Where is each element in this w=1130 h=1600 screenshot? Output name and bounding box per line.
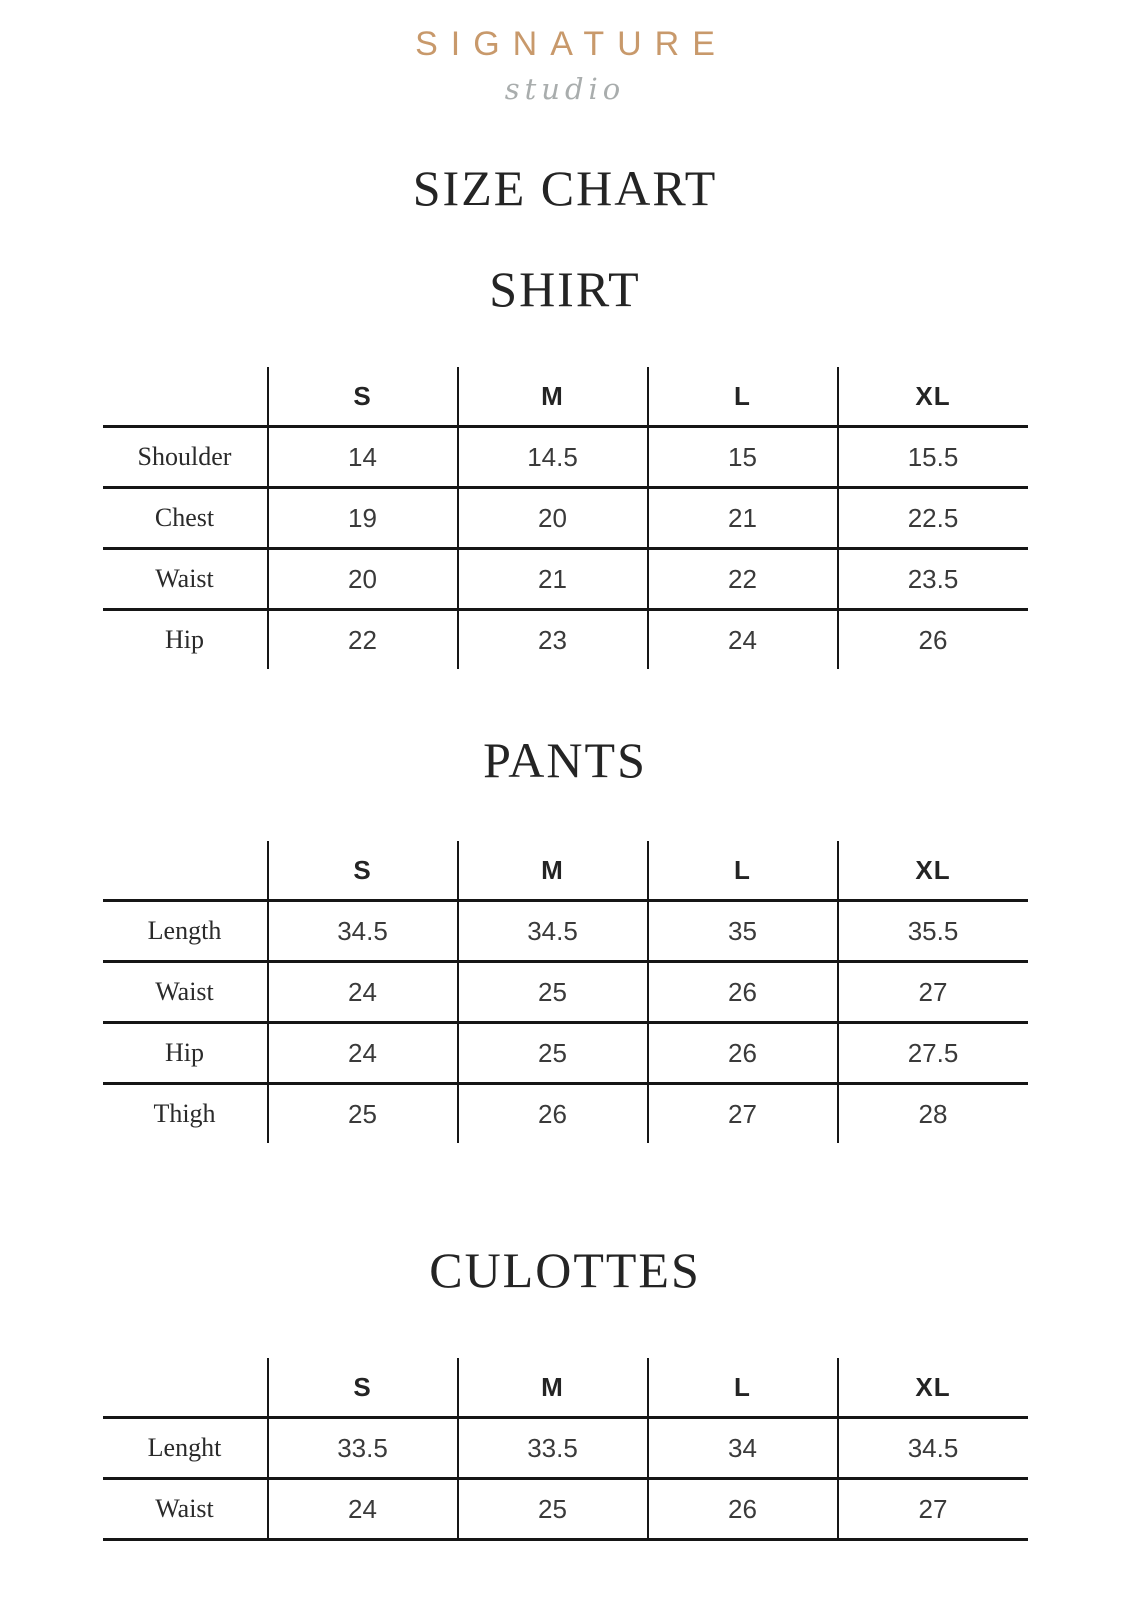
measurement-row [103, 1418, 1028, 1479]
size-column-header: M [458, 367, 648, 427]
sections [0, 262, 1130, 1541]
measurement-value: 34.5 [458, 901, 648, 962]
size-header-row [103, 1358, 1028, 1418]
measurement-value: 25 [458, 962, 648, 1023]
measurement-value: 14 [268, 427, 458, 488]
measurement-label: Lenght [103, 1418, 268, 1479]
measurement-row [103, 901, 1028, 962]
corner-cell [103, 1358, 268, 1418]
measurement-label: Waist [103, 1479, 268, 1540]
measurement-value: 26 [838, 610, 1028, 670]
corner-cell [103, 367, 268, 427]
measurement-label: Waist [103, 962, 268, 1023]
measurement-value: 34.5 [838, 1418, 1028, 1479]
size-column-header: S [268, 1358, 458, 1418]
measurement-label: Thigh [103, 1084, 268, 1144]
measurement-value: 34.5 [268, 901, 458, 962]
measurement-value: 26 [648, 1479, 838, 1540]
measurement-value: 28 [838, 1084, 1028, 1144]
size-table [103, 841, 1028, 1143]
size-column-header: L [648, 1358, 838, 1418]
size-column-header: XL [838, 1358, 1028, 1418]
measurement-value: 22 [648, 549, 838, 610]
measurement-value: 26 [458, 1084, 648, 1144]
size-table [103, 367, 1028, 669]
size-header-row [103, 841, 1028, 901]
measurement-value: 35 [648, 901, 838, 962]
measurement-label: Length [103, 901, 268, 962]
measurement-value: 19 [268, 488, 458, 549]
size-header-row [103, 367, 1028, 427]
size-column-header: L [648, 367, 838, 427]
page-title: SIZE CHART [412, 160, 718, 216]
measurement-value: 27 [838, 1479, 1028, 1540]
brand-name: SIGNATURE [415, 25, 728, 63]
size-column-header: M [458, 1358, 648, 1418]
size-section [0, 1243, 1130, 1541]
measurement-row [103, 1084, 1028, 1144]
measurement-label: Waist [103, 549, 268, 610]
size-column-header: M [458, 841, 648, 901]
measurement-value: 26 [648, 1023, 838, 1084]
measurement-row [103, 427, 1028, 488]
measurement-value: 24 [648, 610, 838, 670]
measurement-value: 21 [458, 549, 648, 610]
measurement-value: 15.5 [838, 427, 1028, 488]
measurement-row [103, 549, 1028, 610]
measurement-value: 23 [458, 610, 648, 670]
size-column-header: S [268, 367, 458, 427]
measurement-value: 35.5 [838, 901, 1028, 962]
measurement-value: 15 [648, 427, 838, 488]
measurement-value: 22 [268, 610, 458, 670]
measurement-value: 33.5 [268, 1418, 458, 1479]
measurement-label: Chest [103, 488, 268, 549]
measurement-value: 26 [648, 962, 838, 1023]
measurement-value: 23.5 [838, 549, 1028, 610]
measurement-value: 25 [268, 1084, 458, 1144]
size-section [0, 262, 1130, 669]
measurement-row [103, 610, 1028, 670]
size-column-header: XL [838, 841, 1028, 901]
section-title: PANTS [483, 732, 647, 788]
brand-logo [0, 24, 1130, 109]
corner-cell [103, 841, 268, 901]
measurement-row [103, 1479, 1028, 1540]
measurement-value: 27 [838, 962, 1028, 1023]
measurement-row [103, 488, 1028, 549]
measurement-value: 34 [648, 1418, 838, 1479]
size-column-header: S [268, 841, 458, 901]
measurement-value: 24 [268, 1023, 458, 1084]
measurement-value: 20 [268, 549, 458, 610]
brand-tagline: studio [504, 72, 626, 106]
section-title: SHIRT [489, 261, 641, 317]
measurement-label: Hip [103, 1023, 268, 1084]
measurement-value: 22.5 [838, 488, 1028, 549]
measurement-value: 24 [268, 1479, 458, 1540]
size-section [0, 733, 1130, 1143]
measurement-label: Hip [103, 610, 268, 670]
size-table [103, 1358, 1028, 1541]
measurement-label: Shoulder [103, 427, 268, 488]
measurement-value: 25 [458, 1479, 648, 1540]
measurement-value: 33.5 [458, 1418, 648, 1479]
measurement-row [103, 962, 1028, 1023]
measurement-value: 14.5 [458, 427, 648, 488]
measurement-value: 21 [648, 488, 838, 549]
measurement-value: 20 [458, 488, 648, 549]
measurement-value: 25 [458, 1023, 648, 1084]
measurement-value: 27.5 [838, 1023, 1028, 1084]
measurement-row [103, 1023, 1028, 1084]
section-title: CULOTTES [429, 1242, 701, 1298]
measurement-value: 24 [268, 962, 458, 1023]
size-column-header: L [648, 841, 838, 901]
size-column-header: XL [838, 367, 1028, 427]
measurement-value: 27 [648, 1084, 838, 1144]
